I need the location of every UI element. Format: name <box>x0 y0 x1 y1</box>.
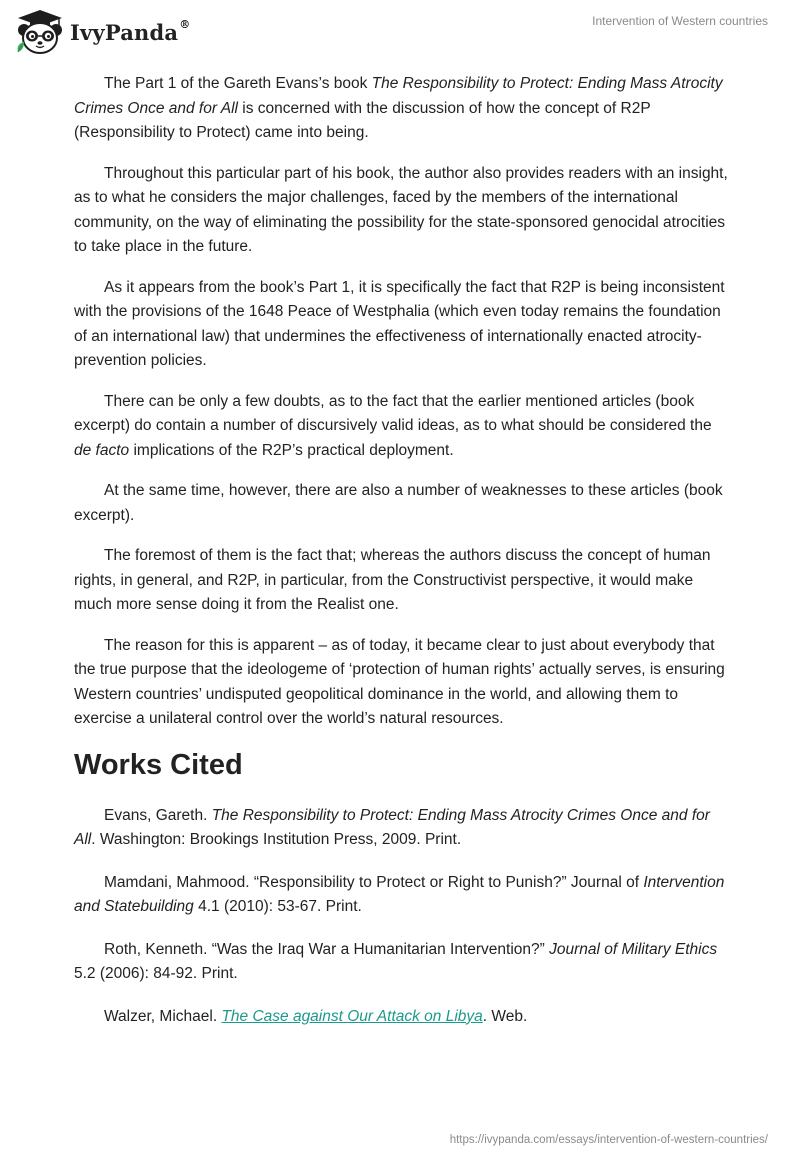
citation-evans: Evans, Gareth. The Responsibility to Protect: Ending Mass Atrocity Crimes Once and for All. Washington: Brookings Institution Press, 2009. Print. <box>74 806 710 848</box>
paragraph-6: The foremost of them is the fact that; whereas the authors discuss the concept of human rights, in general, and R2P, in particular, from the Constructivist perspective, it would make much more sense doing it from the Realist one. <box>74 547 711 613</box>
citation-walzer: Walzer, Michael. The Case against Our Attack on Libya. Web. <box>104 1007 528 1025</box>
citation-link-libya[interactable]: The Case against Our Attack on Libya <box>221 1007 483 1025</box>
paragraph-1: The Part 1 of the Gareth Evans’s book The Responsibility to Protect: Ending Mass Atrocity Crimes Once and for All is concerned with the discussion of how the concept of R2P (Responsibility to Protect) came into being. <box>74 75 723 141</box>
paragraph-3: As it appears from the book’s Part 1, it is specifically the fact that R2P is being inconsistent with the provisions of the 1648 Peace of Westphalia (which even today remains the foundation of an international law) that undermines the effectiveness of internationally enacted atrocity-prevention policies. <box>74 278 725 369</box>
page-header <box>0 0 800 66</box>
brand-logo[interactable] <box>12 8 189 56</box>
works-cited-heading: Works Cited <box>74 748 243 781</box>
emphasis-de-facto: de facto <box>74 441 130 459</box>
paragraph-5: At the same time, however, there are also a number of weaknesses to these articles (book excerpt). <box>74 482 723 524</box>
citation-roth: Roth, Kenneth. “Was the Iraq War a Humanitarian Intervention?” Journal of Military Ethics 5.2 (2006): 84-92. Print. <box>74 940 718 982</box>
paragraph-4: There can be only a few doubts, as to the fact that the earlier mentioned articles (book excerpt) do contain a number of discursively valid ideas, as to what should be considered the de facto implications of the R2P’s practical deployment. <box>74 392 712 459</box>
paragraph-2: Throughout this particular part of his book, the author also provides readers with an insight, as to what he considers the major challenges, faced by the members of the international community, on the way of eliminating the possibility for the state-sponsored genocidal atrocities to take place in the future. <box>74 164 728 255</box>
citation-mamdani: Mamdani, Mahmood. “Responsibility to Protect or Right to Punish?” Journal of Intervention and Statebuilding 4.1 (2010): 53-67. Print. <box>74 873 725 915</box>
essay-content <box>74 72 730 1047</box>
panda-graduate-icon <box>12 8 68 56</box>
registered-mark: ® <box>179 17 191 31</box>
document-title: Intervention of Western countries <box>592 14 768 28</box>
paragraph-7: The reason for this is apparent – as of today, it became clear to just about everybody that the true purpose that the ideologeme of ‘protection of human rights’ actually serves, is ensuring Western countries’ undisputed geopolitical dominance in the world, and allowing them to exercise a unilateral control over the world’s natural resources. <box>74 636 725 727</box>
source-url[interactable]: https://ivypanda.com/essays/intervention-of-western-countries/ <box>449 1134 768 1146</box>
book-title: The Responsibility to Protect: Ending Mass Atrocity Crimes Once and for All <box>74 75 723 117</box>
brand-name: IvyPanda® <box>70 17 191 45</box>
